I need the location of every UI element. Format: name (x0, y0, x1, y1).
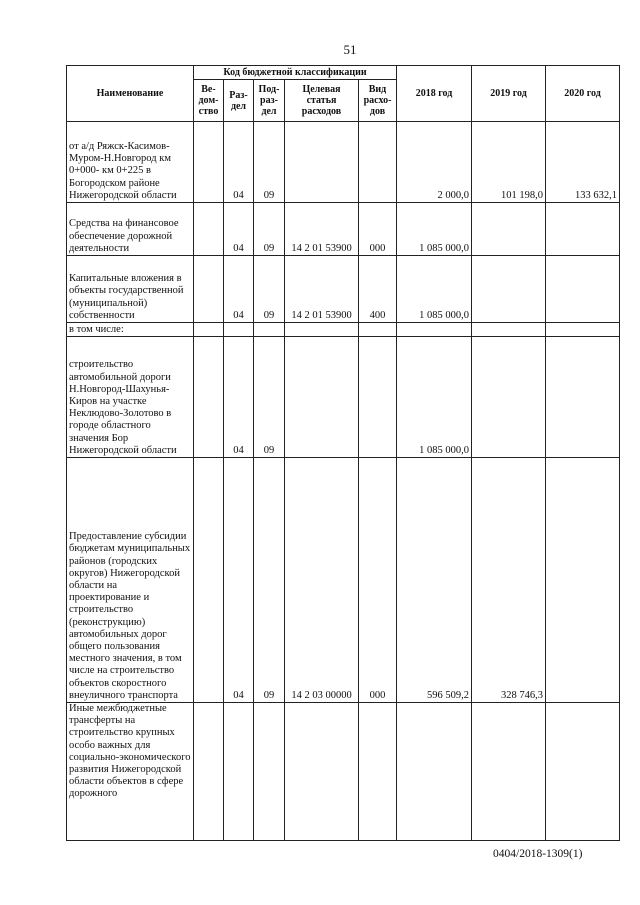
row-target: 14 2 01 53900 (285, 256, 359, 323)
row-2020 (546, 203, 620, 256)
row-vedomstvo (194, 256, 224, 323)
row-name: Предоставление субсидии бюджетам муниципальных районов (городских округов) Нижегородской области на проектирование и строительство (реконструкцию) автомобильных дорог общего пользования местного значения, в том числе на строительство объектов скоростного внеуличного транспорта (67, 458, 194, 703)
row-name: в том числе: (67, 323, 194, 337)
row-2018: 2 000,0 (397, 122, 472, 203)
row-2019 (472, 323, 546, 337)
row-2019: 101 198,0 (472, 122, 546, 203)
row-name: Средства на финансовое обеспечение дорожной деятельности (67, 203, 194, 256)
row-2019 (472, 256, 546, 323)
row-razdel: 04 (224, 256, 254, 323)
row-target (285, 337, 359, 458)
header-name: Наименование (67, 66, 194, 122)
row-expense-type (359, 337, 397, 458)
row-podrazdel: 09 (254, 458, 285, 703)
row-razdel: 04 (224, 203, 254, 256)
row-vedomstvo (194, 703, 224, 841)
table-row (67, 256, 620, 323)
row-target (285, 122, 359, 203)
row-2020 (546, 323, 620, 337)
header-2019: 2019 год (472, 66, 546, 122)
header-2020: 2020 год (546, 66, 620, 122)
header-expense-type: Вид расхо-дов (359, 80, 397, 122)
header-razdel: Раз-дел (224, 80, 254, 122)
row-2018: 1 085 000,0 (397, 203, 472, 256)
row-target: 14 2 03 00000 (285, 458, 359, 703)
row-podrazdel: 09 (254, 337, 285, 458)
row-2018: 1 085 000,0 (397, 337, 472, 458)
table-row (67, 458, 620, 703)
row-razdel: 04 (224, 458, 254, 703)
row-vedomstvo (194, 337, 224, 458)
header-podrazdel: Под-раз-дел (254, 80, 285, 122)
header-target-article: Целевая статья расходов (285, 80, 359, 122)
row-2019 (472, 203, 546, 256)
row-podrazdel (254, 323, 285, 337)
row-target (285, 323, 359, 337)
header-classification-group: Код бюджетной классификации (194, 66, 397, 80)
budget-table (66, 65, 620, 841)
row-target: 14 2 01 53900 (285, 203, 359, 256)
row-podrazdel (254, 703, 285, 841)
row-2020 (546, 337, 620, 458)
row-name: Иные межбюджетные трансферты на строительство крупных особо важных для социально-экономического развития Нижегородской области объектов в сфере дорожного (67, 703, 194, 841)
row-2018 (397, 323, 472, 337)
table-row (67, 203, 620, 256)
row-razdel (224, 703, 254, 841)
row-name: строительство автомобильной дороги Н.Новгород-Шахунья-Киров на участке Неклюдово-Золотово в городе областного значения Бор Нижегородской области (67, 337, 194, 458)
row-razdel: 04 (224, 122, 254, 203)
row-podrazdel: 09 (254, 203, 285, 256)
row-expense-type (359, 703, 397, 841)
row-expense-type: 400 (359, 256, 397, 323)
table-row (67, 122, 620, 203)
row-expense-type: 000 (359, 203, 397, 256)
row-vedomstvo (194, 323, 224, 337)
row-2020: 133 632,1 (546, 122, 620, 203)
row-2019: 328 746,3 (472, 458, 546, 703)
row-2019 (472, 337, 546, 458)
row-2019 (472, 703, 546, 841)
row-2020 (546, 703, 620, 841)
row-vedomstvo (194, 203, 224, 256)
row-name: Капитальные вложения в объекты государственной (муниципальной) собственности (67, 256, 194, 323)
page-number: 51 (343, 42, 357, 57)
row-expense-type (359, 122, 397, 203)
row-2020 (546, 256, 620, 323)
row-razdel (224, 323, 254, 337)
row-target (285, 703, 359, 841)
row-expense-type (359, 323, 397, 337)
document-code: 0404/2018-1309(1) (493, 848, 583, 860)
row-2018: 1 085 000,0 (397, 256, 472, 323)
row-vedomstvo (194, 458, 224, 703)
row-expense-type: 000 (359, 458, 397, 703)
row-2018: 596 509,2 (397, 458, 472, 703)
header-2018: 2018 год (397, 66, 472, 122)
table-row (67, 323, 620, 337)
row-name: от а/д Ряжск-Касимов-Муром-Н.Новгород км 0+000- км 0+225 в Богородском районе Нижегородской области (67, 122, 194, 203)
table-row (67, 703, 620, 841)
table-row (67, 337, 620, 458)
row-podrazdel: 09 (254, 256, 285, 323)
row-2020 (546, 458, 620, 703)
row-razdel: 04 (224, 337, 254, 458)
row-2018 (397, 703, 472, 841)
row-vedomstvo (194, 122, 224, 203)
header-vedomstvo: Ве-дом-ство (194, 80, 224, 122)
row-podrazdel: 09 (254, 122, 285, 203)
